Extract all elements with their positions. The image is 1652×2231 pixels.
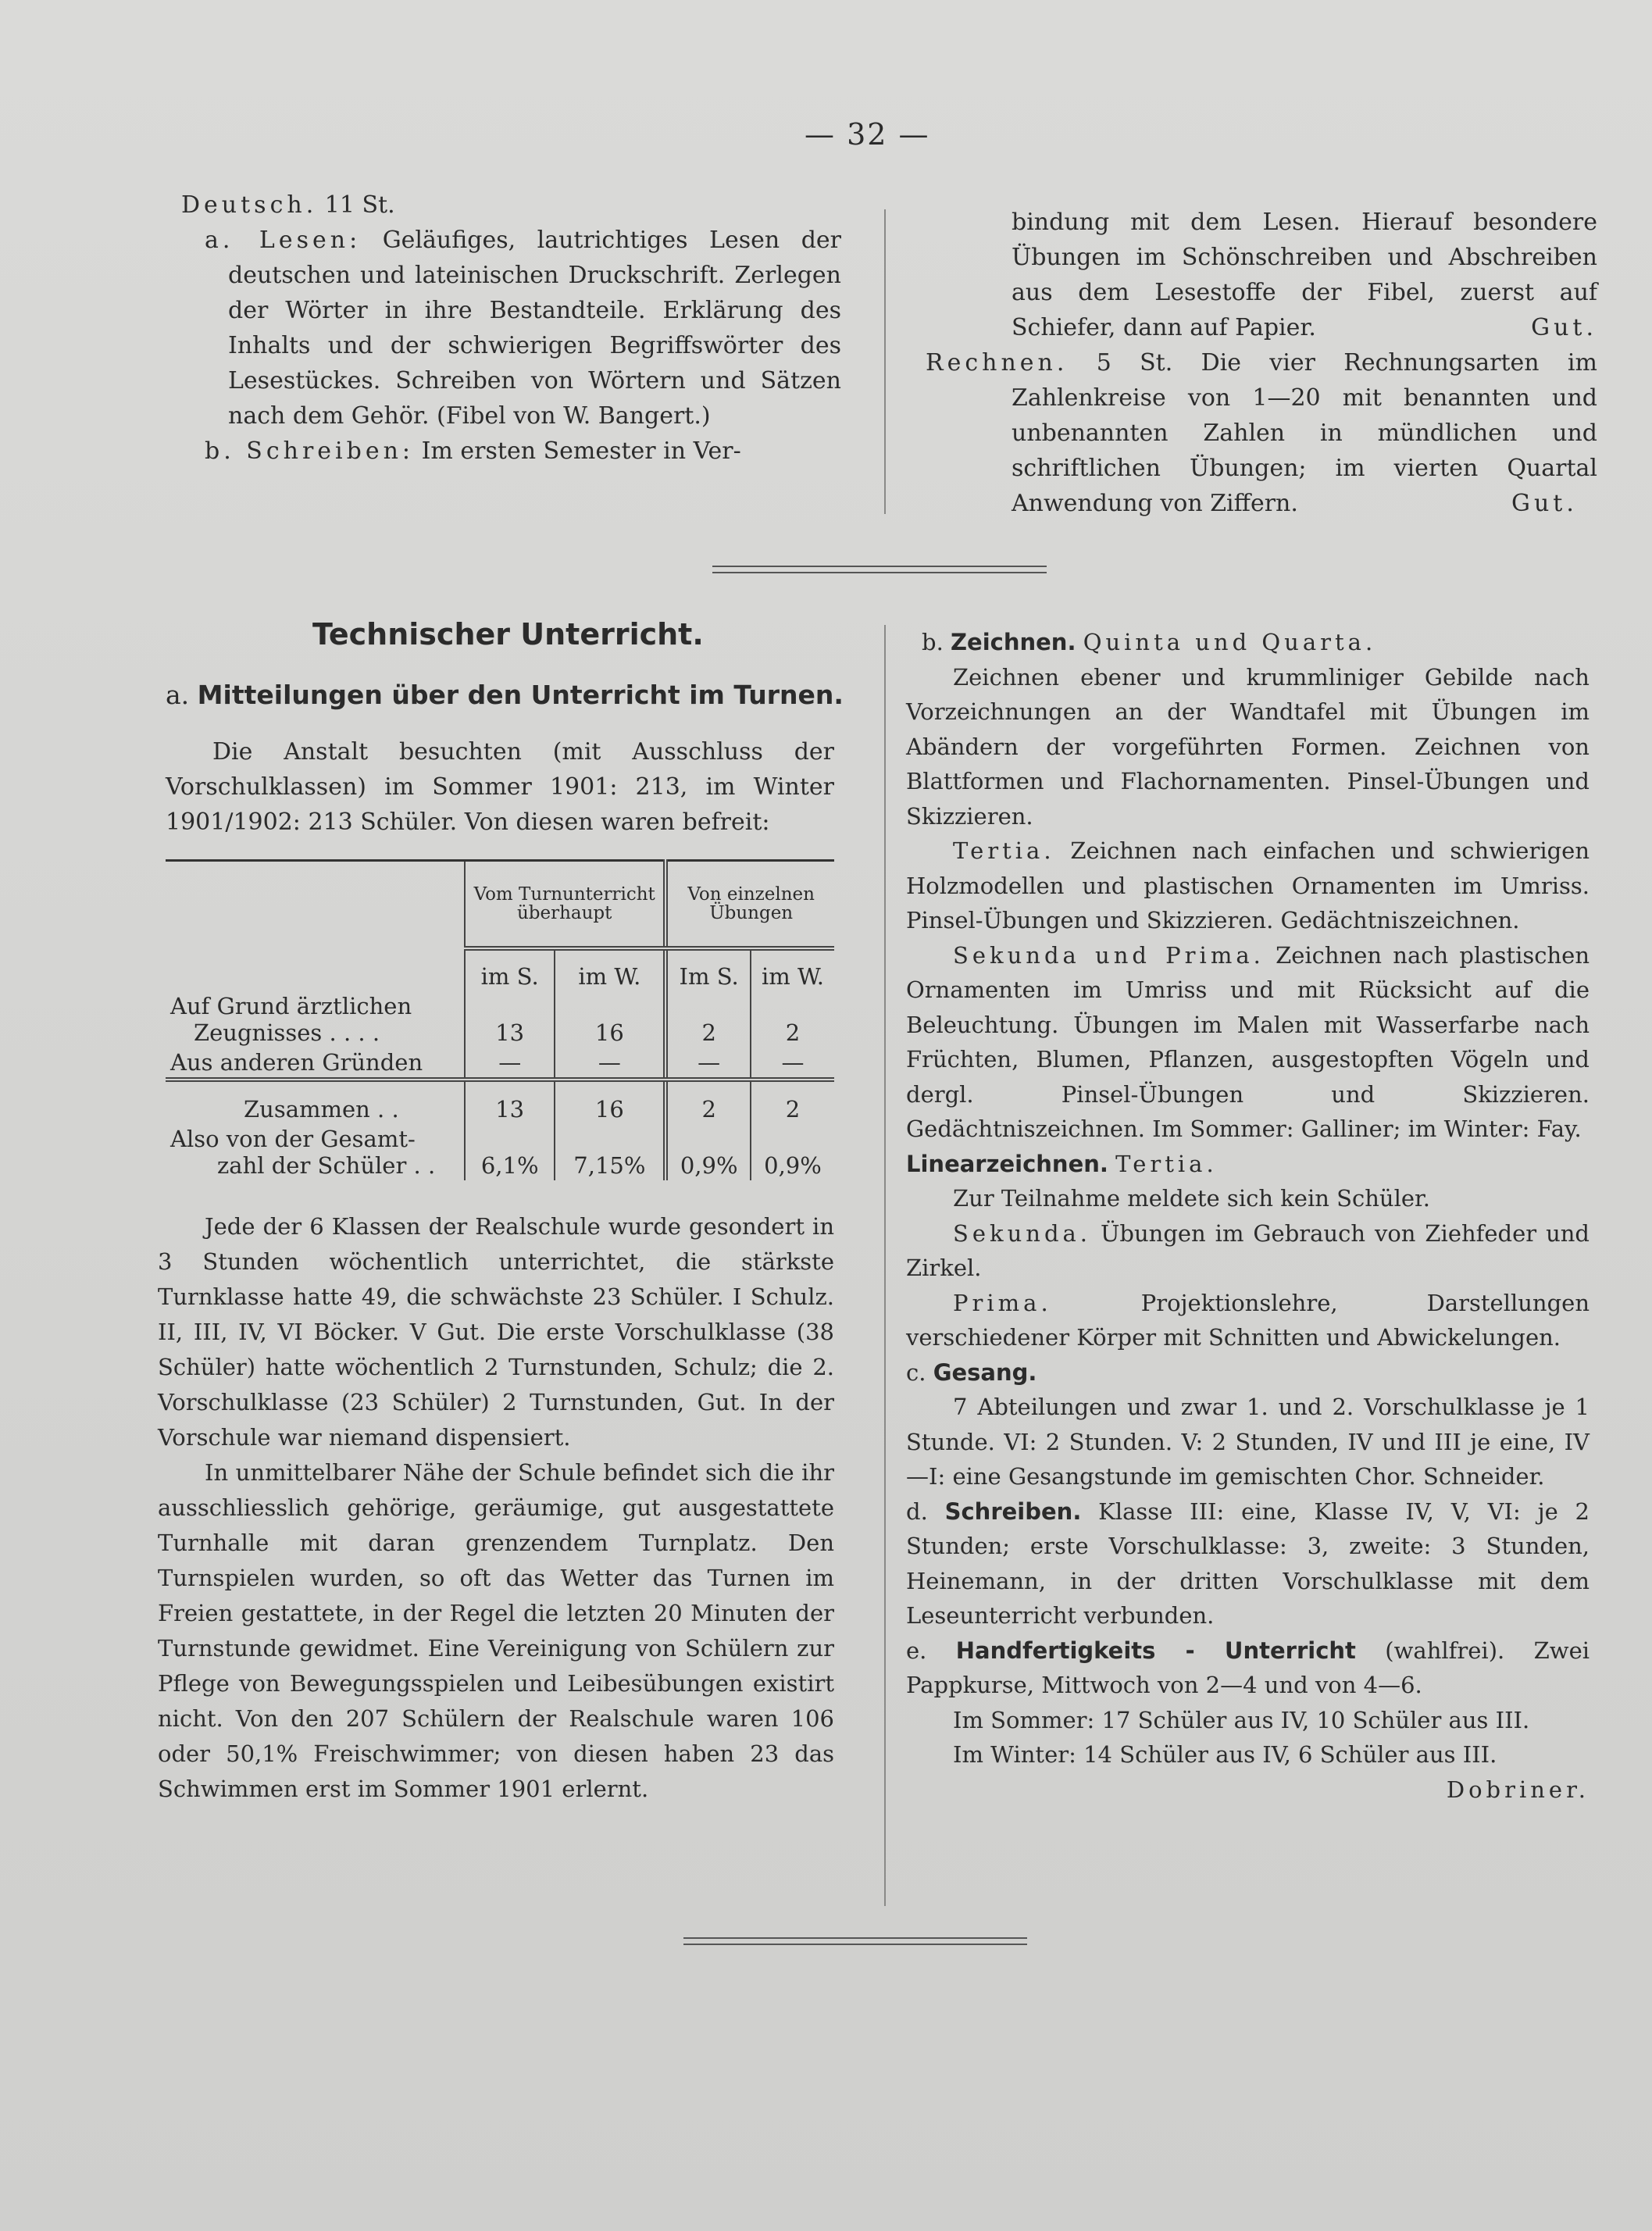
table-cell: — (555, 1048, 665, 1080)
schreiben-label: b. Schreiben: (205, 437, 415, 465)
table-cell: 2 (665, 991, 751, 1048)
table-cell: 0,9% (665, 1124, 751, 1180)
linearzeichnen-para-2: Übungen im Gebrauch von Ziehfeder und Zirkel. (906, 1219, 1590, 1281)
table-cell: 13 (465, 991, 555, 1048)
group-header-1: Vom Turnunterricht überhaupt (465, 861, 665, 949)
separator-top (712, 566, 1047, 573)
handfertigkeit-para: (wahlfrei). Zwei Pappkurse, Mittwoch von 2—4 und von 4—6. (906, 1637, 1590, 1698)
deutsch-heading: Deutsch. (181, 191, 318, 219)
table-cell: 0,9% (751, 1124, 834, 1180)
lesen-text: Geläufiges, lautrichtiges Lesen der deutschen und lateinischen Druckschrift. Zerlegen der Wörter in ihre Bestandteile. Erklärung des Inhalts und der schwierigen Begriffswörter des Lesestückes. Schreiben von Wörtern und Sätzen nach dem Gehör. (Fibel von W. Bangert.) (228, 227, 841, 430)
table-cell: 2 (751, 1080, 834, 1124)
row-label: Also von der Gesamt- zahl der Schüler . . (170, 1126, 436, 1179)
table-cell: 7,15% (555, 1124, 665, 1180)
col-header: im S. (465, 948, 555, 991)
table-cell: 2 (665, 1080, 751, 1124)
turnen-para-1: Jede der 6 Klassen der Realschule wurde gesondert in 3 Stunden wöchentlich unterrichtet, die stärkste Turnklasse hatte 49, die schwächste 23 Schüler. I Schulz. II, III, IV, VI Böcker. V Gut. Die erste Vorschulklasse (38 Schüler) hatte wöchentlich 2 Turnstunden, Schulz; die 2. Vorschulklasse (23 Schüler) 2 Turnstunden, Gut. In der Vorschule war niemand dispensiert. (158, 1213, 834, 1451)
right-column: b. Zeichnen. Quinta und Quarta. Zeichnen ebener und krummliniger Gebilde nach Vorzeichnungen an der Wandtafel mit Übungen im Abändern der vorgeführten Formen. Zeichnen von Blattformen und Flachornamenten. Pinsel-Übungen und Skizzieren. Tertia. Zeichnen nach einfachen und schwierigen Holzmodellen und plastischen Ornamenten im Umriss. Pinsel-Übungen und Skizzieren. Gedächtniszeichnen. Sekunda und Prima. Zeichnen nach plastischen Ornamenten im Umriss und mit Rücksicht auf die Beleuchtung. Übungen im Malen mit Wasserfarbe nach Früchten, Blumen, Pflanzen, ausgestopften Vögeln und dergl. Pinsel-Übungen und Skizzieren. Gedächtniszeichnen. Im Sommer: Galliner; im Winter: Fay. Linearzeichnen. Tertia. Zur Teilnahme meldete sich kein Schüler. Sekunda. Übungen im Gebrauch von Ziehfeder und Zirkel. Prima. Projektionslehre, Darstellungen verschiedener Körper mit Schnitten und Abwickelungen. c. Gesang. 7 Abteilungen und zwar 1. und 2. Vorschulklasse je 1 Stunde. VI: 2 Stunden. V: 2 Stunden, IV und III je eine, IV—I: eine Gesangstunde im gemischten Chor. Schneider. d. Schreiben. Klasse III: eine, Klasse IV, V, VI: je 2 Stunden; erste Vorschulklasse: 3, zweite: 3 Stunden, Heinemann, in der dritten Vorschulklasse mit dem Leseunterricht verbunden. e. Handfertigkeits - Unterricht (wahlfrei). Zwei Pappkurse, Mittwoch von 2—4 und von 4—6. Im Sommer: 17 Schüler aus IV, 10 Schüler aus III. Im Winter: 14 Schüler aus IV, 6 Schüler aus III. Dobriner. (906, 625, 1590, 1807)
column-divider-top (884, 209, 886, 514)
row-label: Aus anderen Gründen (166, 1048, 465, 1080)
turnen-title: Mitteilungen über den Unterricht im Turnen. (197, 680, 844, 710)
separator-bottom (683, 1937, 1027, 1945)
table-cell: 13 (465, 1080, 555, 1124)
turnen-para-2: In unmittelbarer Nähe der Schule befindet sich die ihr ausschliesslich gehörige, geräumige, gut ausgestattete Turnhalle mit daran grenzendem Turnplatz. Den Turnspielen wurden, so oft das Wetter das Turnen im Freien gestattete, in der Regel die letzten 20 Minuten der Turnstunde gewidmet. Eine Vereinigung von Schülern zur Pflege von Bewegungsspielen und Leibesübungen existirt nicht. Von den 207 Schülern der Realschule waren 106 oder 50,1% Freischwimmer; von diesen haben 23 das Schwimmen erst im Sommer 1901 erlernt. (158, 1459, 834, 1802)
top-right-column: bindung mit dem Lesen. Hierauf besondere Übungen im Schönschreiben und Abschreiben aus dem Lesestoffe der Fibel, zuerst auf Schiefer, dann auf Papier. Gut. Rechnen. 5 St. Die vier Rechnungsarten im Zahlenkreise von 1—20 mit benannten und unbenannten Zahlen in mündlichen und schriftlichen Übungen; im vierten Quartal Anwendung von Ziffern. Gut. (926, 209, 1597, 517)
turnen-paragraphs (158, 1209, 834, 1807)
lesen-label: a. Lesen: (205, 227, 362, 254)
linearzeichnen-para-1: Zur Teilnahme meldete sich kein Schüler. (953, 1185, 1430, 1212)
section-title: Technischer Unterricht. (312, 617, 704, 651)
table-cell: 2 (751, 991, 834, 1048)
zeichnen-title: Zeichnen. (951, 629, 1076, 655)
table-cell: — (665, 1048, 751, 1080)
table-cell: — (751, 1048, 834, 1080)
turnen-heading: a. Mitteilungen über den Unterricht im Turnen. (166, 680, 844, 710)
group-header-2: Von einzelnen Übungen (665, 861, 834, 949)
table-cell: 6,1% (465, 1124, 555, 1180)
deutsch-hours: 11 St. (324, 191, 395, 219)
page-number: — 32 — (805, 117, 930, 152)
rechnen-text: 5 St. Die vier Rechnungsarten im Zahlenkreise von 1—20 mit benannten und unbenannten Zahlen in mündlichen und schriftlichen Übungen; im vierten Quartal Anwendung von Ziffern. (1012, 349, 1597, 517)
handfertigkeit-winter: Im Winter: 14 Schüler aus IV, 6 Schüler aus III. (953, 1741, 1497, 1768)
linearzeichnen-para-3: Projektionslehre, Darstellungen verschiedener Körper mit Schnitten und Abwickelungen. (906, 1289, 1590, 1351)
table-cell: — (465, 1048, 555, 1080)
zeichnen-para-1: Zeichnen ebener und krummliniger Gebilde nach Vorzeichnungen an der Wandtafel mit Übungen im Abändern der vorgeführten Formen. Zeichnen von Blattformen und Flachornamenten. Pinsel-Übungen und Skizzieren. (906, 663, 1590, 830)
gesang-para: 7 Abteilungen und zwar 1. und 2. Vorschulklasse je 1 Stunde. VI: 2 Stunden. V: 2 Stunden, IV und III je eine, IV—I: eine Gesangstunde im gemischten Chor. Schneider. (906, 1394, 1590, 1490)
row-label: Auf Grund ärztlichen Zeugnisses . . . . (170, 993, 412, 1046)
top-left-column (181, 187, 841, 469)
table-cell: 16 (555, 991, 665, 1048)
table-cell: 16 (555, 1080, 665, 1124)
schreiben-text: Im ersten Semester in Ver- (421, 437, 741, 465)
row-label: Zusammen . . (244, 1096, 399, 1123)
zeichnen-para-2: Zeichnen nach einfachen und schwierigen Holzmodellen und plastischen Ornamenten im Umriss. Pinsel-Übungen und Skizzieren. Gedächtniszeichnen. (906, 837, 1590, 933)
verbindung-text: bindung mit dem Lesen. Hierauf besondere Übungen im Schönschreiben und Abschreiben aus dem Lesestoffe der Fibel, zuerst auf Schiefer, dann auf Papier. (1012, 209, 1597, 341)
col-header: Im S. (665, 948, 751, 991)
gesang-title: Gesang. (933, 1358, 1037, 1386)
grade-1: Gut. (1531, 314, 1597, 341)
col-header: im W. (555, 948, 665, 991)
signature: Dobriner. (1446, 1776, 1590, 1803)
col-header: im W. (751, 948, 834, 991)
column-divider-bottom (884, 625, 886, 1906)
zeichnen-para-3: Zeichnen nach plastischen Ornamenten im Umriss und mit Rücksicht auf die Beleuchtung. Übungen im Malen mit Wasserfarbe nach Früchten, Blumen, Pflanzen, ausgestopften Vögeln und dergl. Pinsel-Übungen und Skizzieren. Gedächtniszeichnen. Im Sommer: Galliner; im Winter: Fay. (906, 941, 1590, 1142)
handfertigkeit-summer: Im Sommer: 17 Schüler aus IV, 10 Schüler aus III. (953, 1706, 1530, 1733)
linearzeichnen-title: Linearzeichnen. (906, 1150, 1108, 1177)
turnen-intro: Die Anstalt besuchten (mit Ausschluss der Vorschulklassen) im Sommer 1901: 213, im Winter 1901/1902: 213 Schüler. Von diesen waren befreit: (166, 738, 834, 836)
schreiben-title: Schreiben. (944, 1497, 1082, 1525)
schreiben-para: Klasse III: eine, Klasse IV, V, VI: je 2 Stunden; erste Vorschulklasse: 3, zweite: 3 Stunden, Heinemann, in der dritten Vorschulklasse mit dem Leseunterricht verbunden. (906, 1497, 1590, 1629)
turnen-table (166, 859, 834, 1180)
handfertigkeit-title: Handfertigkeits - Unterricht (955, 1637, 1356, 1664)
rechnen-label: Rechnen. (926, 349, 1069, 377)
